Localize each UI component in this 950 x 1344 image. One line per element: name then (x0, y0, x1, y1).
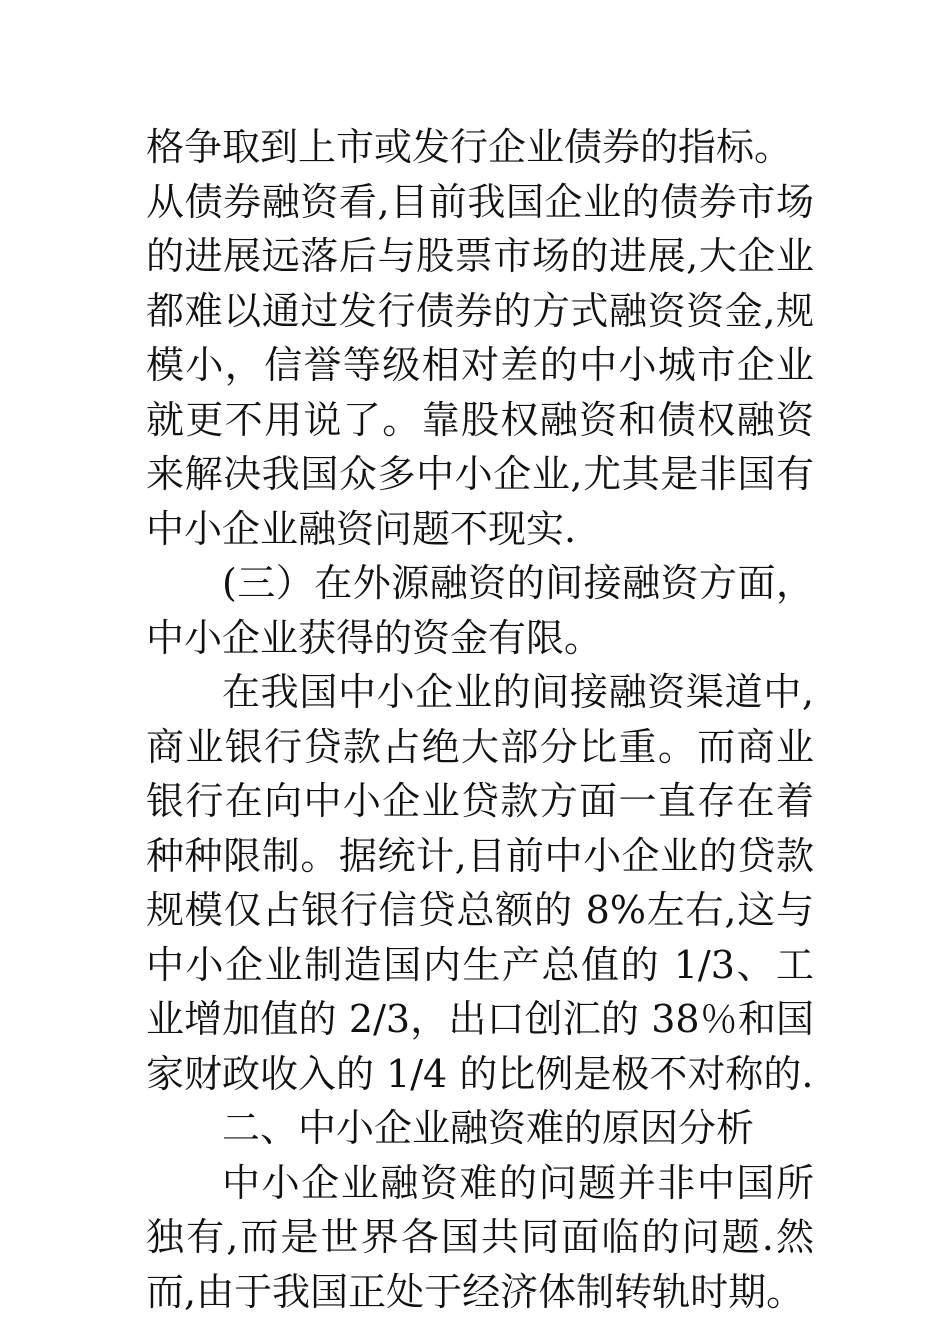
text-line: 银行在向中小企业贷款方面一直存在着 (146, 779, 814, 823)
text-line: 从债券融资看,目前我国企业的债券市场 (146, 179, 814, 224)
text-line: 种种限制。据统计,目前中小企业的贷款 (146, 833, 814, 878)
section-heading-line: (三）在外源融资的间接融资方面， (222, 561, 814, 605)
text-line: 独有,而是世界各国共同面临的问题.然 (146, 1215, 814, 1259)
text-line: 的进展远落后与股票市场的进展,大企业 (146, 234, 814, 278)
paragraph-first-line: 在我国中小企业的间接融资渠道中, (222, 670, 814, 714)
text-line: 规模仅占银行信贷总额的 8%左右,这与 (146, 888, 814, 932)
section-heading: 二、中小企业融资难的原因分析 (222, 1106, 755, 1150)
text-line: 家财政收入的 1/4 的比例是极不对称的. (146, 1051, 814, 1096)
document-body (146, 120, 814, 1319)
text-line: 来解决我国众多中小企业,尤其是非国有 (146, 452, 814, 496)
text-line: 都难以通过发行债券的方式融资资金,规 (146, 288, 814, 333)
text-line: 中小企业融资问题不现实. (146, 506, 577, 551)
text-line: 中小企业获得的资金有限。 (146, 615, 603, 660)
text-line: 格争取到上市或发行企业债券的指标。 (146, 125, 793, 169)
paragraph-first-line: 中小企业融资难的问题并非中国所 (222, 1160, 814, 1205)
text-line: 业增加值的 2/3，出口创汇的 38％和国 (146, 997, 814, 1041)
text-line: 就更不用说了。靠股权融资和债权融资 (146, 397, 814, 442)
text-line: 而,由于我国正处于经济体制转轨时期。 (146, 1269, 805, 1314)
text-line: 模小，信誉等级相对差的中小城市企业 (146, 343, 814, 387)
text-line: 中小企业制造国内生产总值的 1/3、工 (146, 942, 814, 987)
text-line: 商业银行贷款占绝大部分比重。而商业 (146, 724, 814, 769)
